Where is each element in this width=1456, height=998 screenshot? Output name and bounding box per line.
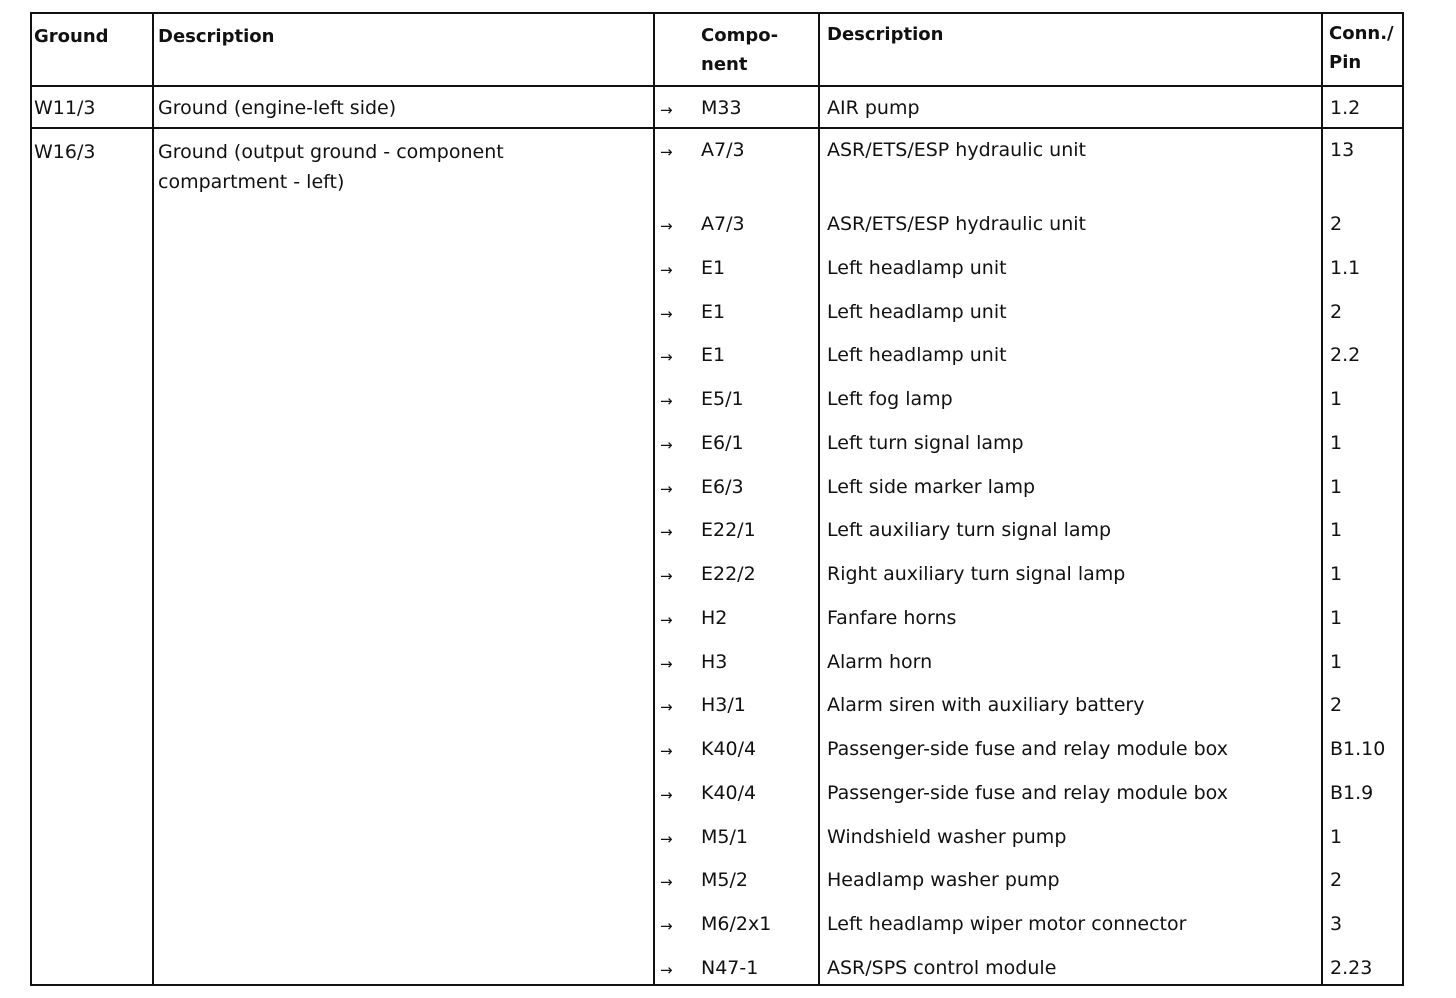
connector-pin: 1 [1330,519,1343,542]
component-description: Left fog lamp [827,388,953,410]
component-id: H2 [701,606,728,629]
connector-pin: 1 [1330,606,1343,629]
column-divider-description [653,12,655,986]
component-id: H3 [701,650,728,673]
component-id: A7/3 [701,213,745,235]
group-divider [30,127,1404,129]
component-id: E1 [701,344,726,367]
table-border-top [30,12,1404,14]
arrow-icon: → [660,348,673,367]
header-component-line1: Compo- [701,25,779,46]
ground-id: W16/3 [34,141,96,163]
ground-connection-table [30,12,1407,986]
arrow-icon: → [660,392,673,410]
connector-pin: 13 [1330,139,1355,161]
arrow-icon: → [660,101,673,119]
connector-pin: 1 [1330,388,1343,410]
arrow-icon: → [660,523,673,542]
component-id: E22/1 [701,519,756,542]
component-id: K40/4 [701,781,757,804]
column-divider-component [818,12,820,986]
connector-pin: 2 [1330,694,1343,717]
component-id: E1 [701,300,726,323]
component-id: E6/3 [701,475,744,498]
component-description: Left headlamp unit [827,344,1007,367]
component-id: E6/1 [701,431,744,454]
component-description: Right auxiliary turn signal lamp [827,563,1126,585]
arrow-icon: → [660,435,673,454]
component-description: Left side marker lamp [827,475,1036,498]
table-border-left [30,12,32,986]
component-description: Passenger-side fuse and relay module box [827,738,1228,760]
component-description: Left turn signal lamp [827,431,1024,454]
component-description: Left headlamp unit [827,300,1007,323]
arrow-icon: → [660,260,673,279]
connector-pin: 1.1 [1330,256,1361,279]
component-description: Left auxiliary turn signal lamp [827,519,1112,542]
connector-pin: B1.9 [1330,781,1374,804]
ground-description: Ground (engine-left side) [158,97,397,119]
connector-pin: 1.2 [1330,97,1361,119]
component-description: AIR pump [827,97,920,119]
connector-pin: 1 [1330,650,1343,673]
connector-pin: 2 [1330,213,1343,235]
connector-pin: 1 [1330,563,1343,585]
table-border-right [1402,12,1404,986]
component-id: M5/1 [701,825,748,848]
component-id: N47-1 [701,956,759,979]
component-id: M33 [701,97,742,119]
arrow-icon: → [660,567,673,585]
header-divider [30,85,1404,87]
header-component-line2: nent [701,54,748,75]
arrow-icon: → [660,742,673,760]
connector-pin: 1 [1330,475,1343,498]
component-description: Left headlamp wiper motor connector [827,913,1187,935]
arrow-icon: → [660,304,673,323]
connector-pin: 2.23 [1330,956,1373,979]
arrow-icon: → [660,960,673,979]
component-description: Windshield washer pump [827,825,1067,848]
connector-pin: 2 [1330,869,1343,892]
component-description: ASR/ETS/ESP hydraulic unit [827,139,1086,161]
arrow-icon: → [660,610,673,629]
component-id: E5/1 [701,388,744,410]
connector-pin: 2 [1330,300,1343,323]
component-id: H3/1 [701,694,746,717]
component-description: Alarm siren with auxiliary battery [827,694,1145,717]
component-description: Headlamp washer pump [827,869,1060,892]
component-description: ASR/SPS control module [827,956,1057,979]
arrow-icon: → [660,217,673,235]
arrow-icon: → [660,829,673,848]
component-id: E22/2 [701,563,756,585]
component-description: Left headlamp unit [827,256,1007,279]
header-conn-pin-line2: Pin [1329,52,1362,73]
component-id: K40/4 [701,738,757,760]
component-id: A7/3 [701,139,745,161]
ground-description: Ground (output ground - component compartment - left) [158,141,504,193]
connector-pin: 1 [1330,825,1343,848]
component-description: Passenger-side fuse and relay module box [827,781,1228,804]
arrow-icon: → [660,479,673,498]
arrow-icon: → [660,654,673,673]
component-description: Alarm horn [827,650,933,673]
arrow-icon: → [660,698,673,717]
header-ground: Ground [34,26,109,47]
component-description: Fanfare horns [827,606,957,629]
arrow-icon: → [660,143,673,161]
arrow-icon: → [660,873,673,892]
ground-id: W11/3 [34,97,96,119]
arrow-icon: → [660,917,673,935]
column-divider-ground [152,12,154,986]
column-divider-pin [1321,12,1323,986]
connector-pin: B1.10 [1330,738,1386,760]
header-conn-pin-line1: Conn./ [1329,23,1394,44]
header-component-description: Description [827,24,944,45]
connector-pin: 2.2 [1330,344,1361,367]
component-id: E1 [701,256,726,279]
component-description: ASR/ETS/ESP hydraulic unit [827,213,1086,235]
table-border-bottom [30,984,1404,986]
connector-pin: 3 [1330,913,1343,935]
header-description: Description [158,26,275,47]
component-id: M6/2x1 [701,913,772,935]
component-id: M5/2 [701,869,748,892]
arrow-icon: → [660,785,673,804]
connector-pin: 1 [1330,431,1343,454]
